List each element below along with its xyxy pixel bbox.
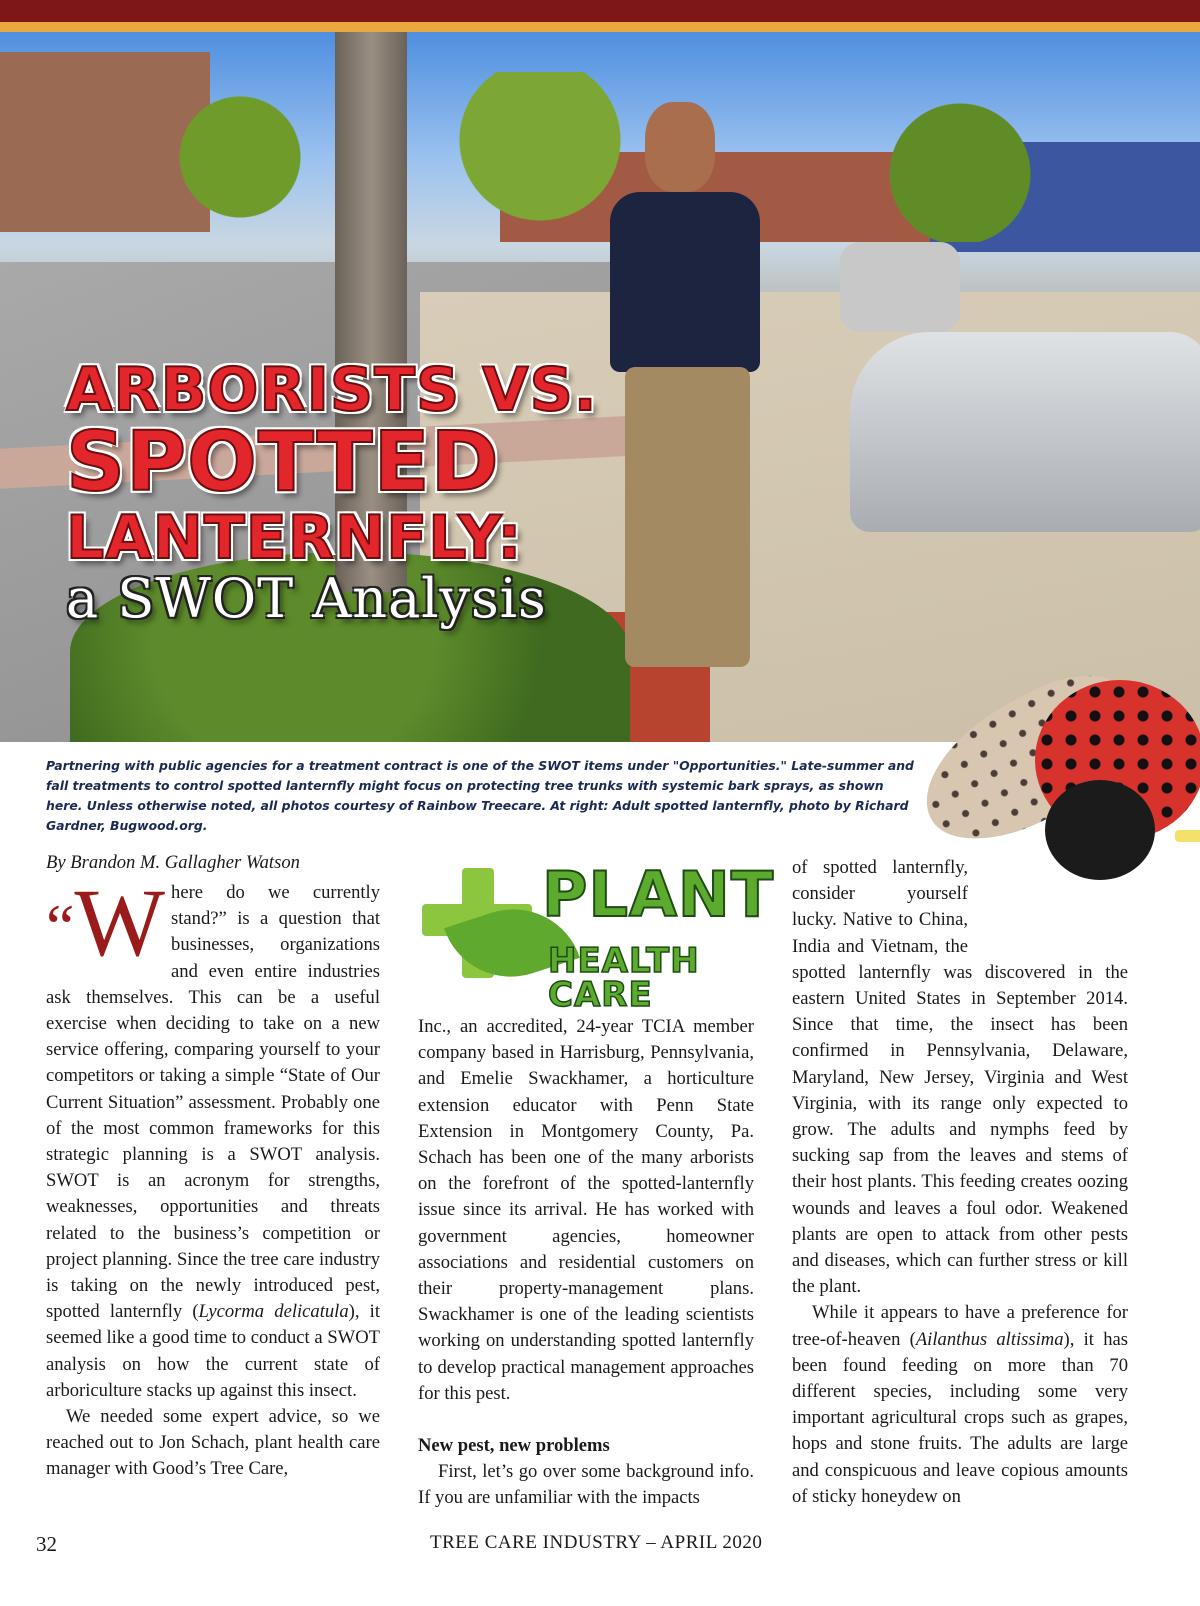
photo-caption: Partnering with public agencies for a treatment contract is one of the SWOT items under "Opportunities." Late-summer and fall treatments to control spotted lanternfly might focus on protecting tree trunks with systemic bark sprays, as shown here. Unless otherwise noted, all photos courtesy of Rainbow Treecare. At right: Adult spotted lanternfly, photo by Richard Gardner, Bugwood.org. (46, 758, 914, 833)
logo-text-health-care: HEALTH CARE (548, 941, 700, 1015)
paragraph: of spotted lanternfly, consider yourself lucky. Native to China, India and Vietnam, the spotted lanternfly was discovered in the eastern United States in September 2014. Since that time, the insect has been confirmed in Pennsylvania, Delaware, Maryland, New Jersey, Virginia and West Virginia, with its range only expected to grow. The adults and nymphs feed by sucking sap from the leaves and stems of their host plants. This feeding creates oozing wounds and leaves a foul odor. Weakened plants are open to attack from other pests and diseases, which can further stress or kill the plant. (792, 857, 1128, 1298)
page-number: 32 (36, 1532, 57, 1556)
headline-line-1: ARBORISTS VS. (66, 355, 598, 425)
photo-car (850, 332, 1200, 532)
lanternfly-photo (915, 640, 1200, 890)
arborist-shirt (610, 192, 760, 372)
arborist-head (645, 102, 715, 192)
plant-health-care-logo (412, 858, 775, 1015)
headline-subtitle: a SWOT Analysis (66, 567, 547, 630)
top-color-bar (0, 0, 1200, 22)
headline-line-3: LANTERNFLY: (66, 503, 523, 573)
article-headline (66, 355, 626, 630)
article-column-1 (46, 869, 380, 1483)
publication-footer: TREE CARE INDUSTRY – APRIL 2020 (430, 1532, 763, 1553)
section-subhead: New pest, new problems (418, 1435, 610, 1457)
paragraph: We needed some expert advice, so we reached out to Jon Schach, plant health care manager with Good’s Tree Care, (46, 1406, 380, 1480)
article-column-2 (418, 1014, 754, 1512)
top-accent-stripe (0, 22, 1200, 32)
logo-text-plant: PLANT (542, 858, 775, 931)
byline: By Brandon M. Gallagher Watson (46, 852, 300, 873)
photo-suv (840, 242, 960, 332)
lanternfly-leg (1175, 830, 1200, 842)
paragraph: While it appears to have a preference for tree-of-heaven (Ailanthus altissima), it has been found feeding on more than 70 different species, including some very important agricultural crops such as grapes, hops and stone fruits. The adults are large and conspicuous and leave copious amounts of sticky honeydew on (792, 1302, 1128, 1507)
photo-arborist (600, 102, 810, 702)
paragraph: First, let’s go over some background info. If you are unfamiliar with the impacts (418, 1461, 754, 1509)
paragraph: Inc., an accredited, 24-year TCIA member company based in Harrisburg, Pennsylvania, and Emelie Swackhamer, a horticulture extension educator with Penn State Extension in Montgomery County, Pa. Schach has been one of the many arborists on the forefront of the spotted-lanternfly issue since its arrival. He has worked with government agencies, homeowner associations and residential customers on their property-management plans. Swackhamer is one of the leading scientists working on understanding spotted lanternfly to develop practical management approaches for this pest. (418, 1016, 754, 1404)
headline-line-2: SPOTTED (66, 415, 500, 510)
article-column-3 (792, 855, 1128, 1510)
paragraph: “W here do we currently stand?” is a question that businesses, organizations and even entire industries ask themselves. This can be a useful exercise when deciding to take on a new service offering, comparing yourself to your competitors or taking a simple “State of Our Current Situation” assessment. Probably one of the most common frameworks for this strategic planning is a SWOT analysis. SWOT is an acronym for strengths, weaknesses, opportunities and threats related to the business’s competition or project planning. Since the tree care industry is taking on the newly introduced pest, spotted lanternfly (Lycorma delicatula), it seemed like a good time to conduct a SWOT analysis on how the current state of arboriculture stacks up against this insect. (46, 869, 380, 1401)
hero-photo (0, 32, 1200, 742)
drop-cap: “W (46, 869, 166, 976)
arborist-pants (625, 367, 750, 667)
